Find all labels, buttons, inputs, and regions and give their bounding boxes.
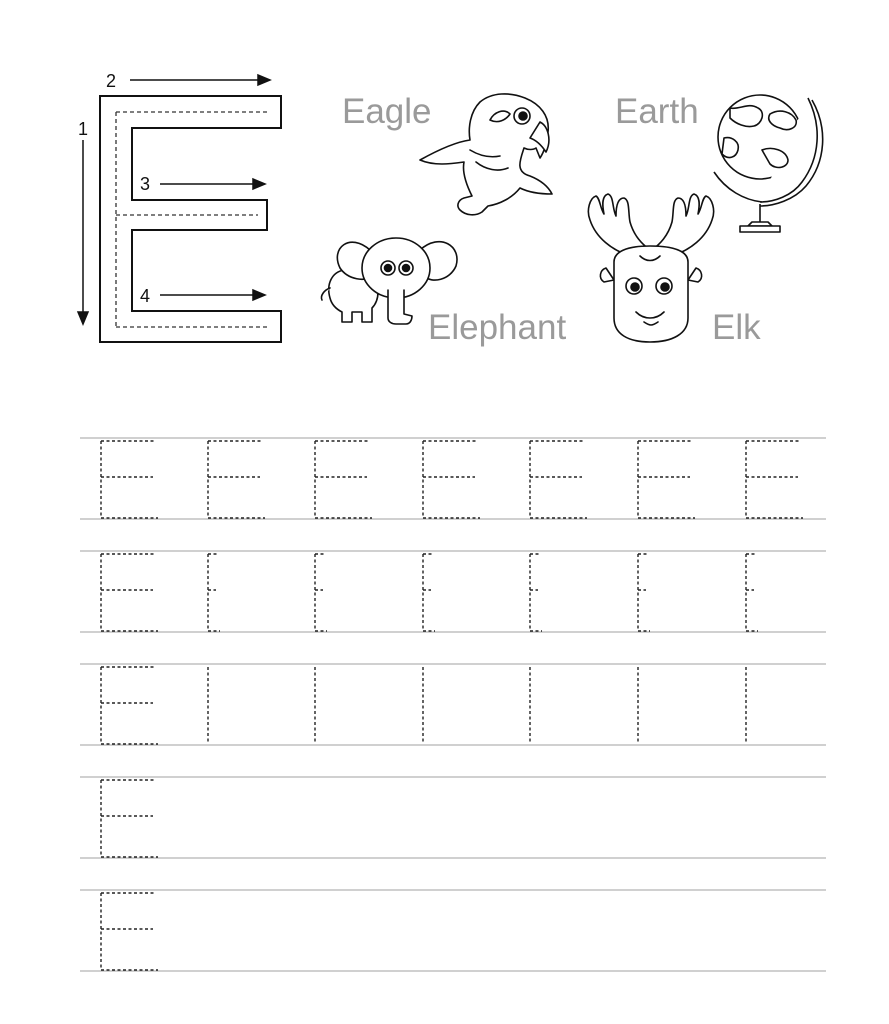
traceable-letter-e: [101, 554, 158, 631]
traceable-letter-e: [638, 554, 650, 631]
traceable-letter-e: [530, 441, 587, 518]
traceable-letter-e: [101, 667, 158, 744]
traceable-letter-e: [423, 441, 480, 518]
stroke-number-4: 4: [140, 286, 151, 306]
traceable-letter-e: [746, 441, 803, 518]
practice-row: [80, 777, 826, 858]
word-elk: Elk: [712, 308, 761, 347]
practice-row: [80, 551, 826, 632]
traceable-letter-e: [101, 441, 158, 518]
practice-row: [80, 890, 826, 971]
traceable-letter-e: [423, 554, 435, 631]
traceable-letter-e: [101, 780, 158, 857]
traceable-letter-e: [208, 554, 220, 631]
traceable-letter-e: [638, 441, 695, 518]
stroke-number-2: 2: [106, 71, 117, 91]
word-earth: Earth: [615, 92, 699, 131]
practice-row: [80, 438, 826, 519]
word-elephant: Elephant: [428, 308, 567, 347]
traceable-letter-e: [746, 554, 758, 631]
traceable-letter-e: [208, 441, 265, 518]
word-eagle: Eagle: [342, 92, 432, 131]
traceable-letter-e: [101, 893, 158, 970]
practice-row: [80, 664, 826, 745]
traceable-letter-e: [315, 554, 327, 631]
stroke-number-3: 3: [140, 174, 151, 194]
traceable-letter-e: [530, 554, 542, 631]
traceable-letter-e: [315, 441, 372, 518]
stroke-number-1: 1: [78, 119, 89, 139]
